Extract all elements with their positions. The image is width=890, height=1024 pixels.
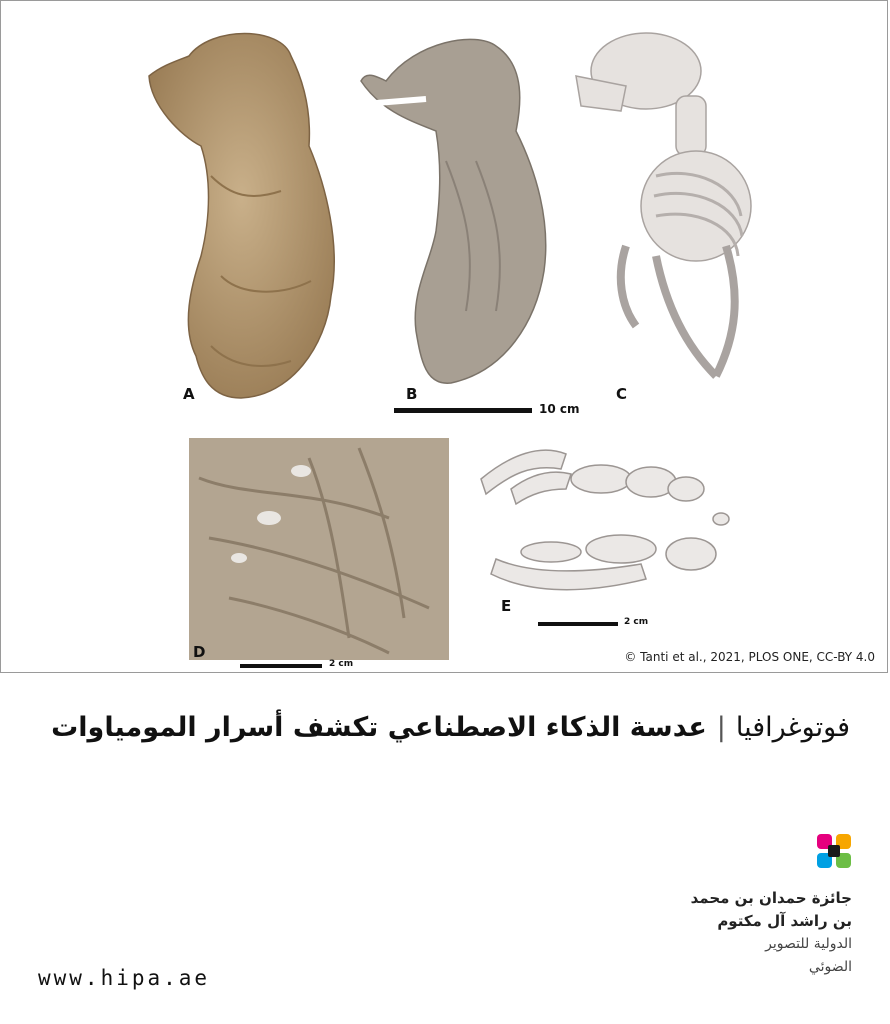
scale-bar-e [538, 622, 618, 626]
scale-bar-main [394, 408, 532, 413]
org-line-1: جائزة حمدان بن محمد [690, 889, 852, 907]
headline-separator: | [716, 712, 726, 743]
panel-label-c: C [616, 385, 628, 403]
image-credit: © Tanti et al., 2021, PLOS ONE, CC-BY 4.0 [624, 650, 875, 664]
panel-label-b: B [406, 385, 418, 403]
org-line-3: الدولية للتصوير [765, 936, 852, 952]
org-line-4: الضوئي [808, 959, 852, 975]
panel-label-d: D [193, 643, 206, 661]
scale-label-d: 2 cm [329, 659, 354, 669]
hipa-logo-icon [816, 833, 852, 869]
article-title: عدسة الذكاء الاصطناعي تكشف أسرار المومياوات [51, 712, 707, 743]
scale-bar-d [240, 664, 322, 668]
scale-label-e: 2 cm [624, 617, 649, 627]
closeup-texture-image [189, 438, 449, 660]
org-line-2: بن راشد آل مكتوم [717, 912, 852, 930]
teeth-scan-image [471, 434, 741, 604]
organization-name [691, 887, 852, 979]
panel-label-a: A [183, 385, 195, 403]
mummy-exterior-image [141, 26, 341, 406]
scale-label-main: 10 cm [539, 402, 580, 416]
headline [51, 712, 850, 743]
skeleton-scan-image [566, 16, 766, 396]
section-name: فوتوغرافيا [735, 712, 850, 743]
ct-skin-scan-image [356, 11, 571, 396]
panel-label-e: E [501, 597, 512, 615]
website-link[interactable]: www.hipa.ae [38, 966, 211, 990]
